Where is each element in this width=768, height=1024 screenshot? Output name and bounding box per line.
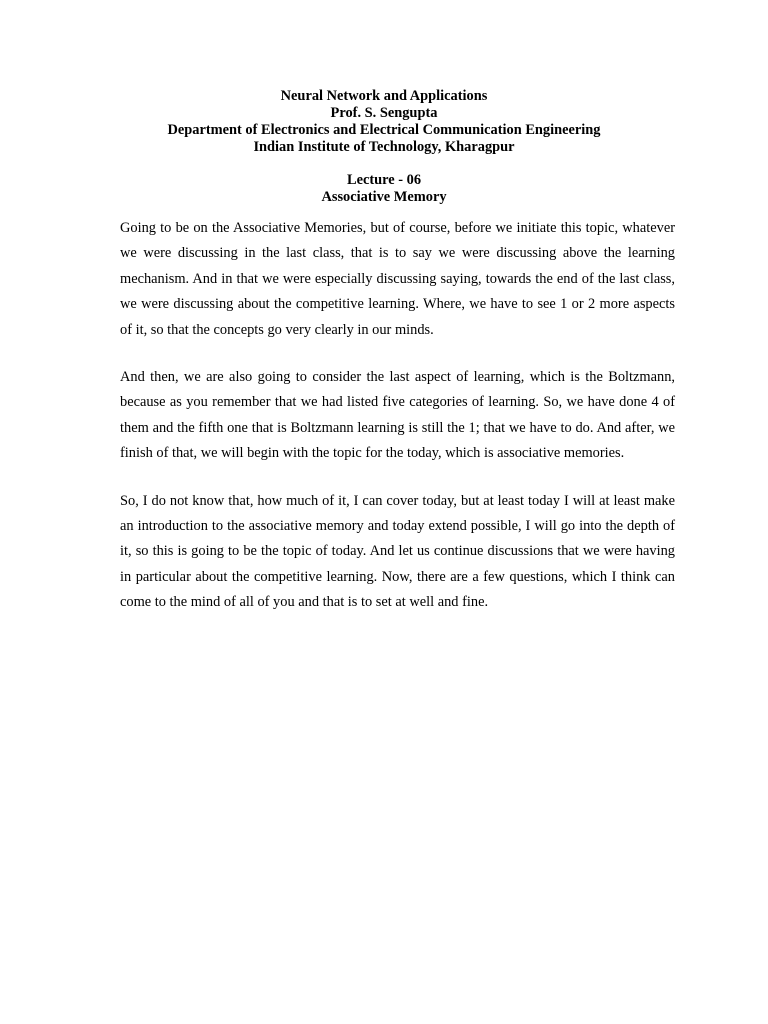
body-paragraph: And then, we are also going to consider the last aspect of learning, which is the Boltzmann, because as you remember that we had listed five categories of learning. So, we have done 4 of them and the fifth one that is Boltzmann learning is still the 1; that we have to do. And after, we finish of that, we will begin with the topic for the today, which is associative memories. <box>120 369 675 462</box>
body-paragraph: Going to be on the Associative Memories, but of course, before we initiate this topic, whatever we were discussing in the last class, that is to say we were discussing above the learning mechanism. And in that we were especially discussing saying, towards the end of the last class, we were discussing about the competitive learning. Where, we have to see 1 or 2 more aspects of it, so that the concepts go very clearly in our minds. <box>120 220 675 338</box>
body-paragraph: So, I do not know that, how much of it, I can cover today, but at least today I will at least make an introduction to the associative memory and today extend possible, I will go into the depth of it, so this is going to be the topic of today. And let us continue discussions that we were having in particular about the competitive learning. Now, there are a few questions, which I think can come to the mind of all of you and that is to set at well and fine. <box>120 492 675 611</box>
professor-name: Prof. S. Sengupta <box>330 105 438 121</box>
lecture-heading <box>0 172 768 206</box>
department-name: Department of Electronics and Electrical Communication Engineering <box>167 122 601 138</box>
lecture-body <box>120 216 675 638</box>
course-title: Neural Network and Applications <box>280 88 488 104</box>
document-header <box>0 88 768 156</box>
institute-name: Indian Institute of Technology, Kharagpur <box>253 139 515 155</box>
lecture-title: Associative Memory <box>321 189 447 205</box>
lecture-number: Lecture - 06 <box>346 172 422 188</box>
